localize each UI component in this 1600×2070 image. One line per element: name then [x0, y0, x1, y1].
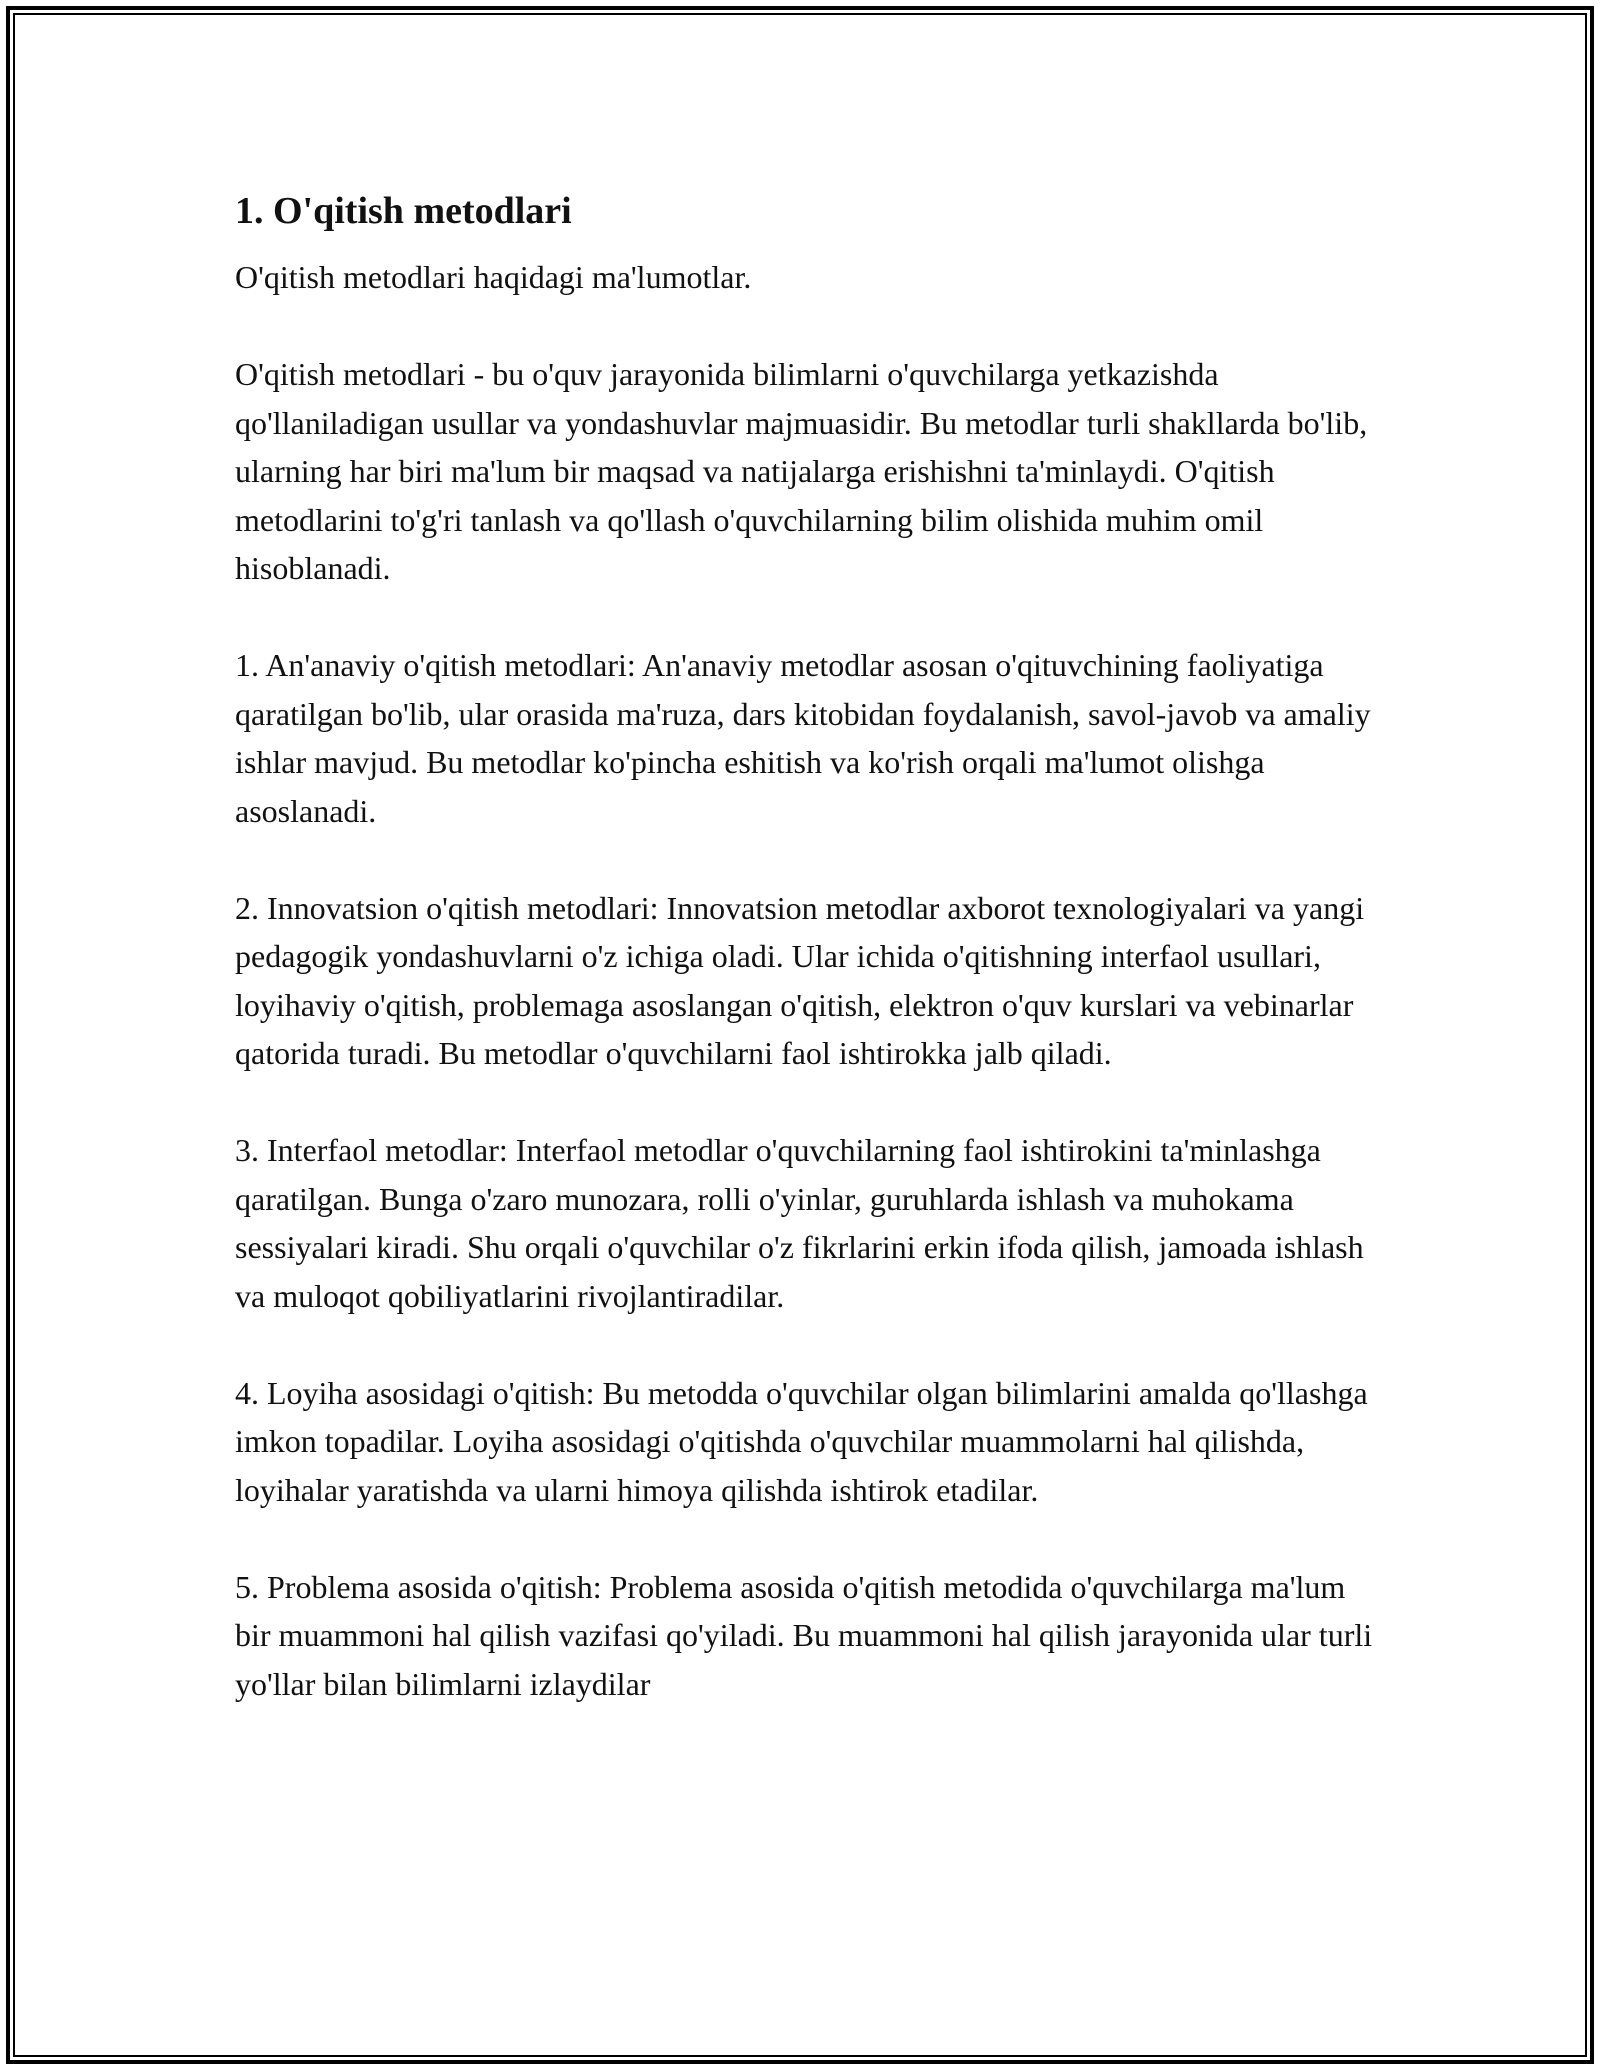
- innovative-methods-paragraph: 2. Innovatsion o'qitish metodlari: Innovatsion metodlar axborot texnologiyalari va yangi pedagogik yondashuvlarni o'z ichiga oladi. Ular ichida o'qitishning interfaol usullari, loyihaviy o'qitish, problemaga asoslangan o'qitish, elektron o'quv kurslari va vebinarlar qatorida turadi. Bu metodlar o'quvchilarni faol ishtirokka jalb qiladi.: [235, 889, 1365, 1071]
- document-title: 1. O'qitish metodlari: [235, 190, 572, 232]
- definition-paragraph: O'qitish metodlari - bu o'quv jarayonida bilimlarni o'quvchilarga yetkazishda qo'llaniladigan usullar va yondashuvlar majmuasidir. Bu metodlar turli shakllarda bo'lib, ularning har biri ma'lum bir maqsad va natijalarga erishishni ta'minlaydi. O'qitish metodlarini to'g'ri tanlash va qo'llash o'quvchilarning bilim olishida muhim omil hisoblanadi.: [235, 356, 1368, 586]
- interactive-methods-paragraph: 3. Interfaol metodlar: Interfaol metodlar o'quvchilarning faol ishtirokini ta'minlashga qaratilgan. Bunga o'zaro munozara, rolli o'yinlar, guruhlarda ishlash va muhokama sessiyalari kiradi. Shu orqali o'quvchilar o'z fikrlarini erkin ifoda qilish, jamoada ishlash va muloqot qobiliyatlarini rivojlantiradilar.: [235, 1132, 1364, 1314]
- problem-based-paragraph: 5. Problema asosida o'qitish: Problema asosida o'qitish metodida o'quvchilarga ma'lum bir muammoni hal qilish vazifasi qo'yiladi. Bu muammoni hal qilish jarayonida ular turli yo'llar bilan bilimlarni izlaydilar: [235, 1568, 1373, 1702]
- traditional-methods-paragraph: 1. An'anaviy o'qitish metodlari: An'anaviy metodlar asosan o'qituvchining faoliyatiga qaratilgan bo'lib, ular orasida ma'ruza, dars kitobidan foydalanish, savol-javob va amaliy ishlar mavjud. Bu metodlar ko'pincha eshitish va ko'rish orqali ma'lumot olishga asoslanadi.: [235, 647, 1371, 829]
- project-based-paragraph: 4. Loyiha asosidagi o'qitish: Bu metodda o'quvchilar olgan bilimlarini amalda qo'llashga imkon topadilar. Loyiha asosidagi o'qitishda o'quvchilar muammolarni hal qilishda, loyihalar yaratishda va ularni himoya qilishda ishtirok etadilar.: [235, 1374, 1368, 1508]
- document-page: [235, 185, 1385, 1708]
- intro-paragraph: O'qitish metodlari haqidagi ma'lumotlar.: [235, 259, 752, 295]
